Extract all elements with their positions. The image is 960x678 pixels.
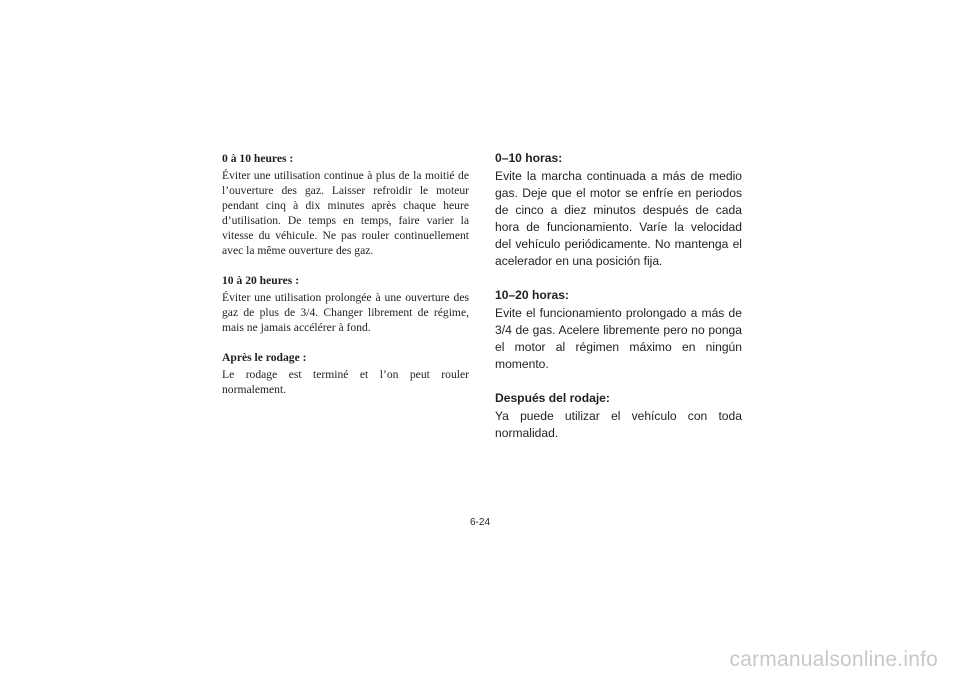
- french-section-after-break-in: [222, 350, 469, 397]
- watermark: carmanualsonline.info: [729, 648, 938, 671]
- section-text: Evite el funcionamiento prolongado a más de 3/4 de gas. Acelere libremente pero no ponga el motor al régimen máximo en ningún momento.: [495, 306, 742, 371]
- section-heading: 10–20 horas:: [495, 288, 569, 302]
- section-heading: 10 à 20 heures :: [222, 274, 300, 287]
- section-heading: 0–10 horas:: [495, 151, 563, 165]
- section-text: Evite la marcha continuada a más de medio gas. Deje que el motor se enfríe en periodos de cinco a diez minutos después de cada hora de funcionamiento. Varíe la velocidad del vehículo periódicamente. No mantenga el acelerador en una posición fija.: [495, 169, 742, 268]
- french-column: [222, 151, 469, 397]
- section-heading: 0 à 10 heures :: [222, 152, 294, 165]
- section-text: Éviter une utilisation prolongée à une ouverture des gaz de plus de 3/4. Changer librement de régime, mais ne jamais accélérer à fond.: [222, 291, 469, 334]
- section-heading: Después del rodaje:: [495, 391, 610, 405]
- section-text: Éviter une utilisation continue à plus de la moitié de l’ouverture des gaz. Laisser refroidir le moteur pendant cinq à dix minutes après chaque heure d’utilisation. De temps en temps, faire varier la vitesse du véhicule. Ne pas rouler continuellement avec la même ouverture des gaz.: [222, 169, 469, 257]
- spanish-column: [495, 150, 742, 442]
- page-number: 6-24: [469, 517, 490, 528]
- section-text: Le rodage est terminé et l’on peut rouler normalement.: [222, 368, 469, 396]
- spanish-section-10-20-hours: [495, 287, 742, 373]
- french-section-0-10-hours: [222, 151, 469, 258]
- section-heading: Après le rodage :: [222, 351, 307, 364]
- spanish-section-after-break-in: [495, 390, 742, 442]
- section-text: Ya puede utilizar el vehículo con toda normalidad.: [495, 409, 742, 440]
- spanish-section-0-10-hours: [495, 150, 742, 270]
- french-section-10-20-hours: [222, 273, 469, 335]
